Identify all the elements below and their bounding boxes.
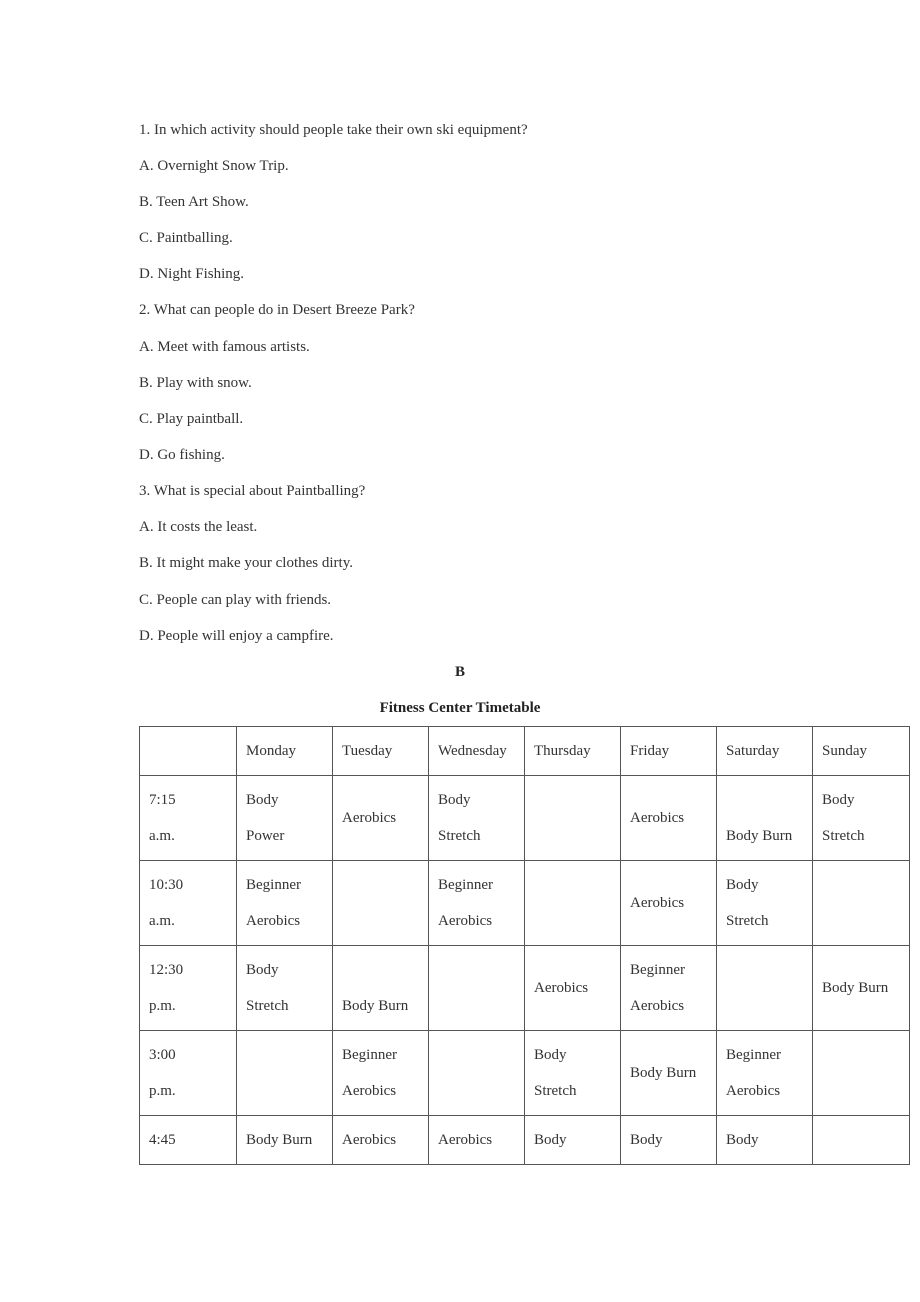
timetable-row (140, 946, 910, 1031)
question-2-option-c: C. Play paintball. (139, 411, 244, 427)
time-cell: 12:30 p.m. (140, 946, 237, 1031)
question-1-option-a: A. Overnight Snow Trip. (139, 158, 289, 174)
time-cell: 10:30 a.m. (140, 861, 237, 946)
class-cell: Aerobics (333, 1116, 429, 1165)
question-1-stem: 1. In which activity should people take their own ski equipment? (139, 122, 528, 138)
class-cell: Aerobics (429, 1116, 525, 1165)
corner-cell (140, 727, 237, 776)
day-header: Tuesday (333, 727, 429, 776)
day-header: Sunday (813, 727, 910, 776)
class-cell (525, 776, 621, 861)
question-1-option-d: D. Night Fishing. (139, 266, 245, 282)
class-cell: Body Burn (237, 1116, 333, 1165)
day-header: Wednesday (429, 727, 525, 776)
class-cell (237, 1031, 333, 1116)
day-header: Friday (621, 727, 717, 776)
question-3-option-a: A. It costs the least. (139, 519, 258, 535)
class-cell (813, 1031, 910, 1116)
class-cell: Body Burn (621, 1031, 717, 1116)
class-cell: Beginner Aerobics (333, 1031, 429, 1116)
question-2-option-a: A. Meet with famous artists. (139, 339, 310, 355)
class-cell: Beginner Aerobics (621, 946, 717, 1031)
class-cell: Body Stretch (429, 776, 525, 861)
class-cell (813, 861, 910, 946)
day-header: Thursday (525, 727, 621, 776)
class-cell: Beginner Aerobics (429, 861, 525, 946)
time-cell: 3:00 p.m. (140, 1031, 237, 1116)
question-2-stem: 2. What can people do in Desert Breeze Park? (139, 302, 415, 318)
class-cell: Body Burn (813, 946, 910, 1031)
class-cell: Body Burn (333, 946, 429, 1031)
class-cell (813, 1116, 910, 1165)
time-cell: 4:45 (140, 1116, 237, 1165)
question-1-option-b: B. Teen Art Show. (139, 194, 249, 210)
timetable-header-row (140, 727, 910, 776)
class-cell: Body Stretch (813, 776, 910, 861)
class-cell: Aerobics (333, 776, 429, 861)
class-cell: Body (621, 1116, 717, 1165)
class-cell: Beginner Aerobics (237, 861, 333, 946)
timetable-row (140, 776, 910, 861)
class-cell: Aerobics (621, 861, 717, 946)
question-3-option-c: C. People can play with friends. (139, 592, 332, 608)
class-cell: Body (717, 1116, 813, 1165)
class-cell: Aerobics (621, 776, 717, 861)
class-cell: Beginner Aerobics (717, 1031, 813, 1116)
question-1-option-c: C. Paintballing. (139, 230, 233, 246)
day-header: Saturday (717, 727, 813, 776)
class-cell (429, 1031, 525, 1116)
question-3-option-d: D. People will enjoy a campfire. (139, 628, 334, 644)
timetable-row (140, 1116, 910, 1165)
class-cell: Body Stretch (525, 1031, 621, 1116)
timetable-row (140, 861, 910, 946)
class-cell: Body Burn (717, 776, 813, 861)
timetable-title: Fitness Center Timetable (379, 700, 541, 716)
question-3-stem: 3. What is special about Paintballing? (139, 483, 366, 499)
timetable-row (140, 1031, 910, 1116)
class-cell (429, 946, 525, 1031)
class-cell: Body Stretch (717, 861, 813, 946)
class-cell: Aerobics (525, 946, 621, 1031)
question-2-option-b: B. Play with snow. (139, 375, 252, 391)
question-3-option-b: B. It might make your clothes dirty. (139, 555, 353, 571)
class-cell: Body (525, 1116, 621, 1165)
section-letter: B (454, 664, 465, 680)
class-cell: Body Stretch (237, 946, 333, 1031)
fitness-timetable (139, 726, 910, 1165)
class-cell (717, 946, 813, 1031)
class-cell (525, 861, 621, 946)
question-2-option-d: D. Go fishing. (139, 447, 225, 463)
time-cell: 7:15 a.m. (140, 776, 237, 861)
class-cell: Body Power (237, 776, 333, 861)
day-header: Monday (237, 727, 333, 776)
class-cell (333, 861, 429, 946)
